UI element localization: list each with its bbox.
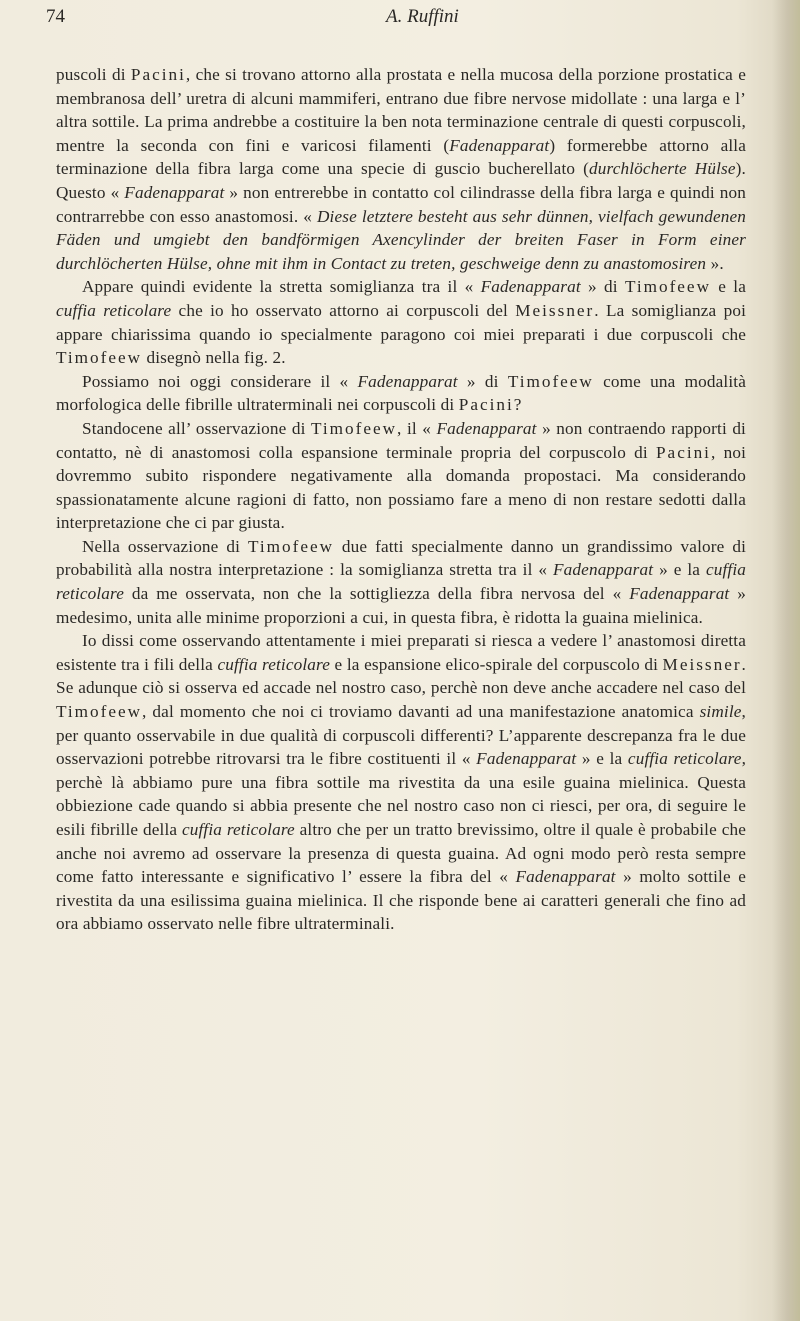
italic-text: Fadenapparat [449, 135, 550, 155]
paragraph [56, 629, 746, 936]
text-run: e la espansione elico-spirale del corpuscolo di [330, 654, 663, 674]
text-run: , dal momento che noi ci troviamo davanti ad una manifestazione anatomica [142, 702, 700, 722]
text-run: due fatti specialmente danno un grandissimo valore di probabilità alla nostra interpretazione : la somiglianza stretta tra il « [56, 536, 746, 580]
text-run: » di [580, 277, 625, 297]
text-run: ». [706, 253, 724, 273]
text-run: Appare quindi evidente la stretta somiglianza tra il « [82, 277, 481, 297]
text-run: » non contraendo rapporti di contatto, nè di anastomosi colla espansione terminale propria del corpuscolo di [56, 418, 746, 462]
text-run: » non entrerebbe in contatto col cilindrasse della fibra larga e quindi non contrarrebbe con esso anastomosi. « [56, 182, 746, 226]
text-run: » e la [576, 749, 628, 769]
text-run: altro che per un tratto brevissimo, oltre il quale è probabile che anche noi avremo ad osservare la presenza di questa guaina. Ad ogni modo però resta sempre come fatto interessante e significativo l’ essere la fibra del « [56, 820, 746, 887]
italic-text: simile [699, 702, 742, 722]
italic-text: Fadenapparat [124, 182, 225, 202]
author-name: Timofeew [56, 348, 143, 368]
page-header [46, 6, 746, 34]
text-run: ? [513, 395, 522, 415]
text-run: come una modalità morfologica delle fibrille ultraterminali nei corpuscoli di [56, 371, 746, 415]
text-run: , il « [397, 418, 437, 438]
text-run: Standocene all’ osservazione di [82, 418, 312, 438]
author-name: Pacini [656, 442, 711, 462]
italic-text: Fadenapparat [476, 749, 577, 769]
italic-text: Fadenapparat [357, 371, 458, 391]
text-run: ). Questo « [56, 159, 746, 202]
author-name: Pacini [458, 395, 514, 415]
text-run: ) formerebbe attorno alla terminazione della fibra larga come una specie di guscio bucherellato ( [56, 135, 746, 179]
author-name: Timofeew [311, 418, 398, 438]
text-run: . Se adunque ciò si osserva ed accade nel nostro caso, perchè non deve anche accadere nel caso del [56, 654, 746, 698]
author-name: Timofeew [247, 536, 334, 556]
italic-text: Diese letztere besteht aus sehr dünnen, vielfach gewundenen Fäden und umgiebt den bandförmigen Axencylinder der breiten Faser in Form einer durchlöcherten Hülse, ohne mit ihm in Contact zu treten, geschweige denn zu anastomosiren [56, 206, 746, 273]
text-run: » medesimo, unita alle minime proporzioni a cui, in questa fibra, è ridotta la guaina mielinica. [56, 584, 746, 627]
text-run: Nella osservazione di [82, 536, 248, 556]
running-head: A. Ruffini [386, 6, 459, 27]
italic-text: cuffia reticolare [627, 749, 742, 769]
paragraph [56, 417, 746, 535]
italic-text: Fadenapparat [553, 560, 654, 580]
paragraph [56, 370, 746, 417]
italic-text: cuffia reticolare [217, 654, 331, 674]
italic-text: Fadenapparat [436, 418, 537, 438]
text-run: che io ho osservato attorno ai corpuscoli del [171, 300, 516, 320]
text-run: Possiamo noi oggi considerare il « [82, 371, 358, 391]
text-run: disegnò nella fig. 2. [142, 348, 286, 368]
italic-text: Fadenapparat [515, 867, 616, 887]
author-name: Meissner [515, 300, 595, 320]
italic-text: cuffia reticolare [181, 820, 295, 839]
text-run: » di [457, 371, 508, 391]
body-text [56, 63, 746, 936]
text-run: » molto sottile e rivestita da una esilissima guaina mielinica. Il che risponde bene ai caratteri generali che fino ad ora abbiamo osservato nelle fibre ultraterminali. [56, 867, 746, 934]
text-run: , per quanto osservabile in due qualità di corpuscoli differenti? L’apparente descrepanza fra le due osservazioni potrebbe ritrovarsi tra le fibre costituenti il « [56, 702, 746, 769]
text-run: » e la [653, 560, 706, 580]
page-number: 74 [46, 6, 65, 27]
text-run: . La somiglianza poi appare chiarissima quando io specialmente paragono coi miei preparati i due corpuscoli che [56, 300, 746, 344]
italic-text: Fadenapparat [629, 584, 730, 604]
page-edge-shadow [772, 0, 800, 1321]
author-name: Timofeew [624, 277, 711, 297]
text-run: , noi dovremmo subito rispondere negativamente alla domanda propostaci. Ma considerando spassionatamente alcune ragioni di fatto, non possiamo fare a meno di non restare sedotti dalla interpretazione che ci par giusta. [56, 442, 747, 533]
paragraph [56, 275, 746, 369]
italic-text: Fadenapparat [480, 277, 581, 297]
text-run: da me osservata, non che la sottigliezza della fibra nervosa del « [124, 584, 630, 604]
author-name: Timofeew [56, 702, 143, 722]
paragraph [56, 535, 746, 629]
author-name: Timofeew [507, 371, 594, 391]
author-name: Pacini [130, 65, 186, 84]
text-run: , perchè là abbiamo pure una fibra sottile ma rivestita da una esile guaina mielinica. Questa obbiezione cade quando si abbia presente che nel nostro caso non ci riesci, per ora, di seguire le esili fibrille della [56, 749, 747, 839]
text-run: puscoli di [56, 65, 131, 84]
text-run: Io dissi come osservando attentamente i miei preparati si riesca a vedere l’ anastomosi diretta esistente tra i fili della [56, 631, 746, 674]
text-run: e la [710, 277, 746, 297]
italic-text: durchlöcherte Hülse [589, 159, 736, 179]
italic-text: cuffia reticolare [56, 300, 172, 320]
author-name: Meissner [662, 654, 742, 674]
italic-text: cuffia reticolare [56, 560, 747, 604]
text-run: , che si trovano attorno alla prostata e nella mucosa della porzione prostatica e membranosa dell’ uretra di alcuni mammiferi, entrano due fibre nervose midollate : una larga e l’ altra sottile. La prima andrebbe a costituire la ben nota terminazione centrale di questi corpuscoli, mentre la seconda con fini e varicosi filamenti ( [56, 65, 747, 155]
paragraph [56, 63, 746, 275]
